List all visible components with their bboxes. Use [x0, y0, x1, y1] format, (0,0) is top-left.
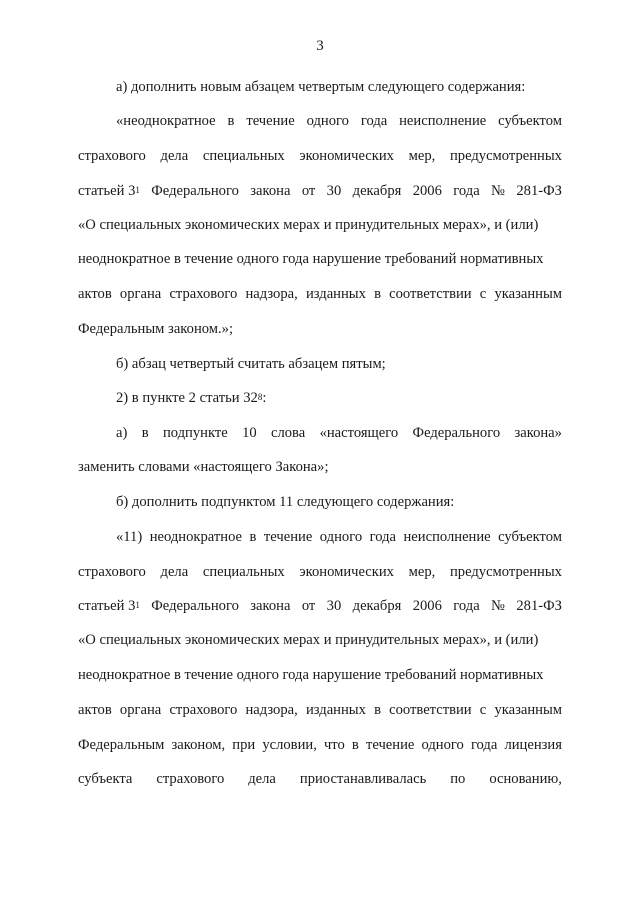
word: субъектом — [498, 113, 562, 129]
paragraph-line — [78, 563, 562, 581]
word: надзора, — [245, 702, 298, 718]
word: Федерального — [151, 598, 239, 614]
superscript: 8 — [257, 392, 263, 402]
word: соответствии — [389, 286, 472, 302]
word: от — [301, 598, 316, 614]
paragraph-line: неоднократное в течение одного года нарушение требований нормативных — [78, 251, 544, 267]
word: Федерального — [412, 425, 501, 441]
word: 2006 — [412, 183, 442, 199]
word: течение — [263, 529, 313, 545]
word: предусмотренных — [449, 564, 562, 580]
word: с — [479, 702, 487, 718]
word: в — [249, 529, 257, 545]
superscript: 1 — [135, 185, 140, 195]
word: приостанавливалась — [299, 771, 427, 787]
paragraph-line — [78, 147, 562, 165]
statute-reference: статьей $3^1$ — [78, 598, 140, 614]
paragraph-line: а) дополнить новым абзацем четвертым следующего содержания: — [116, 79, 526, 95]
word: неисполнение — [403, 529, 491, 545]
word: в — [374, 286, 381, 302]
word: 30 — [326, 598, 342, 614]
word: одного — [319, 529, 363, 545]
word: «неоднократное — [116, 113, 216, 129]
word: экономических — [299, 148, 394, 164]
word: 2006 — [412, 598, 442, 614]
paragraph-line: Федеральным законом.»; — [78, 321, 234, 337]
word: закона» — [514, 425, 562, 441]
paragraph-line — [78, 182, 562, 200]
word: неоднократное — [149, 529, 243, 545]
word: «настоящего — [319, 425, 399, 441]
paragraph-line — [78, 701, 562, 719]
paragraph-line — [78, 597, 562, 615]
word: года — [360, 113, 388, 129]
word: по — [450, 771, 466, 787]
word: условии, — [262, 737, 317, 753]
word: законом, — [171, 737, 226, 753]
word: мер, — [408, 148, 436, 164]
statute-reference: статьей $3^1$ — [78, 183, 140, 199]
word: года — [369, 529, 397, 545]
paragraph-line: «О специальных экономических мерах и принудительных мерах», и (или) — [78, 217, 539, 233]
word: 281-ФЗ — [516, 598, 562, 614]
word: страхового — [78, 148, 146, 164]
word: Федеральным — [78, 737, 165, 753]
word: предусмотренных — [449, 148, 562, 164]
word: Федерального — [151, 183, 239, 199]
word: соответствии — [389, 702, 472, 718]
word: течение — [246, 113, 295, 129]
word: органа — [119, 702, 162, 718]
paragraph-line: 2) в пункте 2 статьи $32^8$: — [116, 390, 267, 406]
word: 281-ФЗ — [516, 183, 562, 199]
word: 10 — [242, 425, 257, 441]
paragraph-line — [78, 736, 562, 754]
word: изданных — [305, 286, 366, 302]
word: дела — [248, 771, 276, 787]
word: подпункте — [162, 425, 228, 441]
superscript: 1 — [135, 600, 140, 610]
word: закона — [250, 183, 291, 199]
word: органа — [119, 286, 162, 302]
word: декабря — [352, 183, 402, 199]
paragraph-line: б) дополнить подпунктом 11 следующего содержания: — [116, 494, 455, 510]
word: указанным — [494, 702, 562, 718]
word: мер, — [408, 564, 436, 580]
paragraph-line: «О специальных экономических мерах и принудительных мерах», и (или) — [78, 632, 539, 648]
word: субъекта — [78, 771, 133, 787]
word: при — [232, 737, 256, 753]
word: актов — [78, 286, 112, 302]
word: страхового — [169, 286, 238, 302]
word: № — [491, 598, 505, 614]
paragraph-line — [78, 285, 562, 303]
word: декабря — [352, 598, 402, 614]
word: одного — [306, 113, 349, 129]
word: основанию, — [489, 771, 562, 787]
word: специальных — [202, 148, 285, 164]
word: изданных — [305, 702, 366, 718]
word: в — [227, 113, 235, 129]
word: страхового — [156, 771, 225, 787]
word: дела — [160, 148, 189, 164]
paragraph-line — [116, 112, 562, 130]
paragraph-line: б) абзац четвертый считать абзацем пятым; — [116, 356, 386, 372]
page-number: 3 — [316, 38, 324, 54]
word: года — [453, 183, 480, 199]
word: в — [374, 702, 381, 718]
word: в — [141, 425, 149, 441]
word: дела — [160, 564, 189, 580]
word: специальных — [202, 564, 285, 580]
paragraph-line: заменить словами «настоящего Закона»; — [78, 459, 329, 475]
word: надзора, — [245, 286, 298, 302]
word: лицензия — [504, 737, 562, 753]
word: в — [351, 737, 359, 753]
word: указанным — [494, 286, 562, 302]
word: одного — [421, 737, 464, 753]
word: 30 — [326, 183, 342, 199]
word: страхового — [169, 702, 238, 718]
paragraph-line — [116, 528, 562, 546]
word: экономических — [299, 564, 394, 580]
word: актов — [78, 702, 112, 718]
word: года — [470, 737, 498, 753]
word: страхового — [78, 564, 146, 580]
word: закона — [250, 598, 291, 614]
word: а) — [116, 425, 128, 441]
word: от — [301, 183, 316, 199]
word: «11) — [116, 529, 143, 545]
word: неисполнение — [399, 113, 487, 129]
word: слова — [271, 425, 306, 441]
word: что — [323, 737, 345, 753]
word: с — [479, 286, 487, 302]
word: субъектом — [498, 529, 562, 545]
word: течение — [365, 737, 415, 753]
paragraph-line: неоднократное в течение одного года нарушение требований нормативных — [78, 667, 544, 683]
word: № — [491, 183, 505, 199]
word: года — [453, 598, 480, 614]
paragraph-line — [78, 770, 562, 788]
paragraph-line — [116, 424, 562, 442]
